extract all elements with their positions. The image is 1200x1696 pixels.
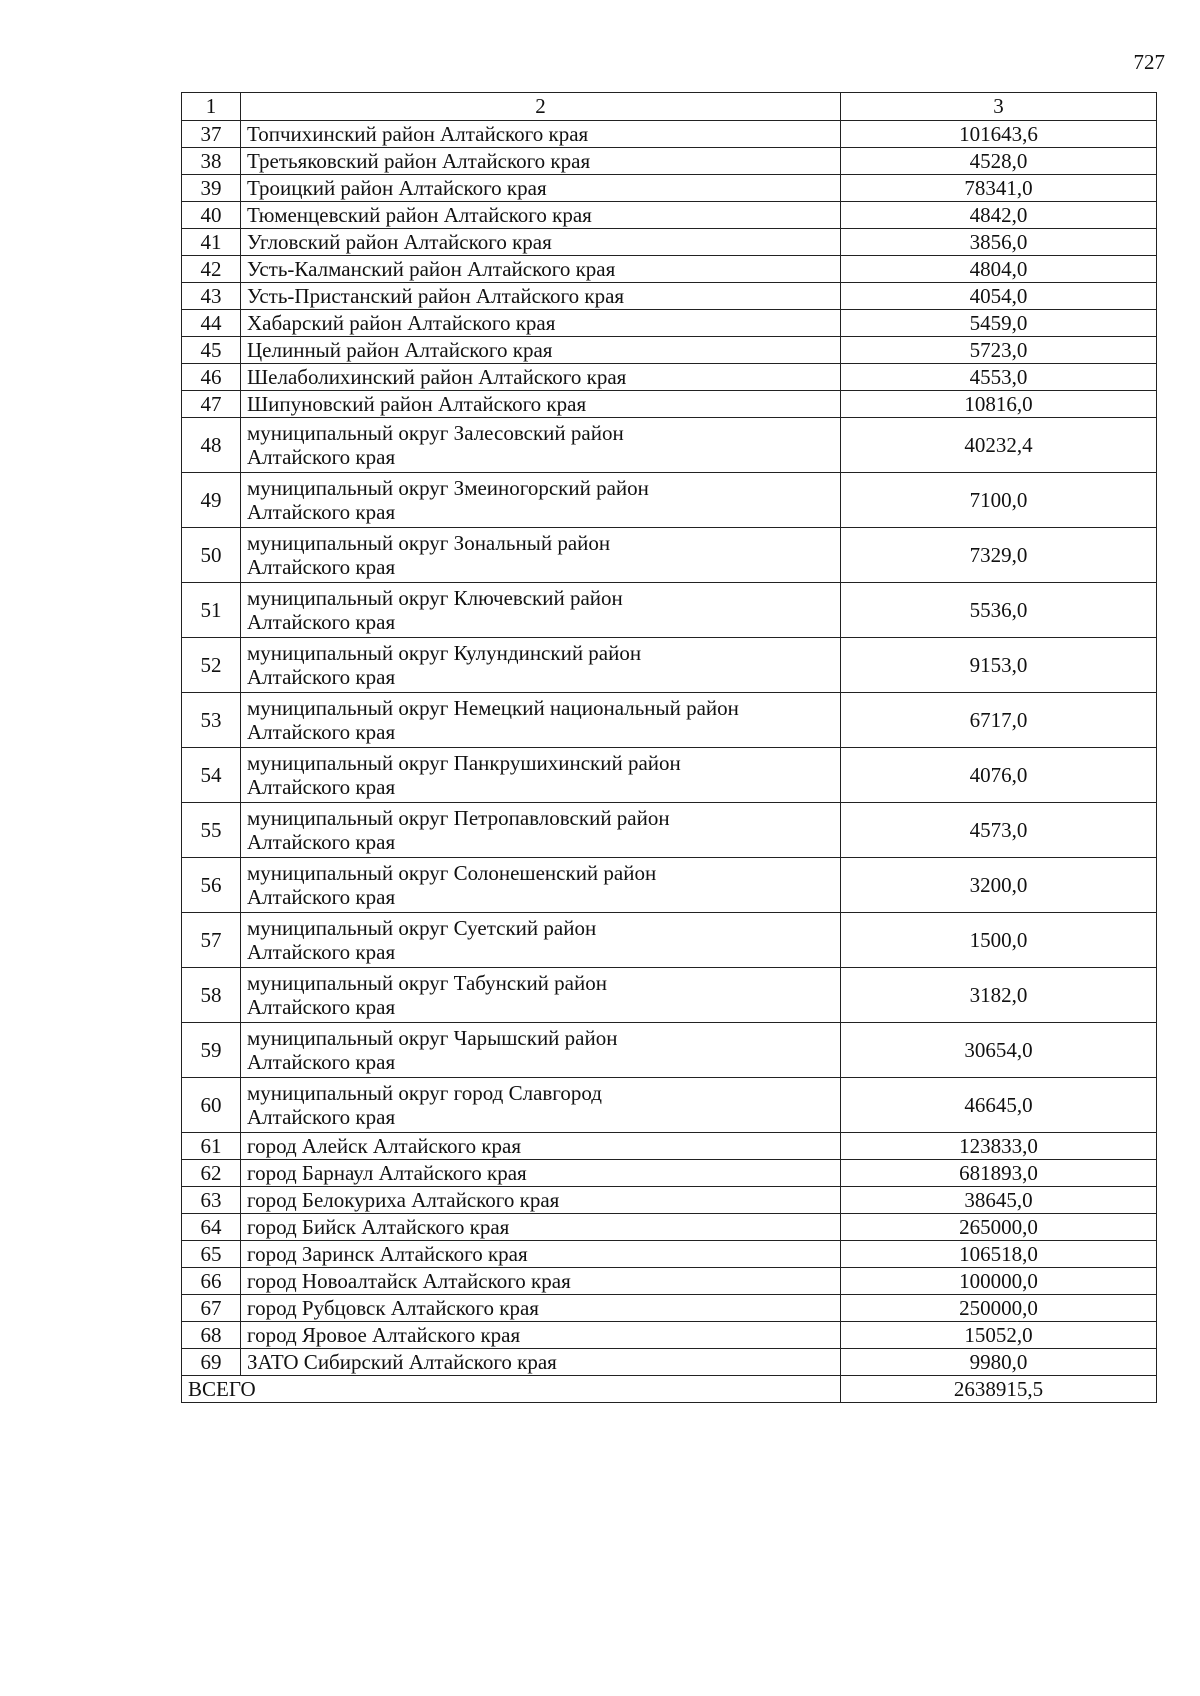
column-header-number: 1	[182, 93, 241, 121]
allocation-table	[181, 92, 1157, 1403]
municipality-name: город Алейск Алтайского края	[241, 1133, 841, 1160]
allocation-value: 38645,0	[841, 1187, 1157, 1214]
municipality-name-line1: муниципальный округ Панкрушихинский район	[247, 750, 681, 775]
column-header-name: 2	[241, 93, 841, 121]
row-number: 40	[182, 202, 241, 229]
row-number: 45	[182, 337, 241, 364]
table-row	[182, 858, 1157, 913]
allocation-value: 3200,0	[841, 858, 1157, 913]
row-number: 67	[182, 1295, 241, 1322]
municipality-name-line2: Алтайского края	[247, 610, 396, 634]
municipality-name: город Заринск Алтайского края	[241, 1241, 841, 1268]
total-label: ВСЕГО	[182, 1376, 841, 1403]
municipality-name-line1: муниципальный округ Солонешенский район	[247, 860, 657, 885]
allocation-value: 4573,0	[841, 803, 1157, 858]
total-row	[182, 1376, 1157, 1403]
allocation-value: 7100,0	[841, 473, 1157, 528]
total-value: 2638915,5	[841, 1376, 1157, 1403]
row-number: 39	[182, 175, 241, 202]
municipality-name: Шипуновский район Алтайского края	[241, 391, 841, 418]
row-number: 42	[182, 256, 241, 283]
municipality-name: город Барнаул Алтайского края	[241, 1160, 841, 1187]
row-number: 46	[182, 364, 241, 391]
row-number: 69	[182, 1349, 241, 1376]
municipality-name-line1: муниципальный округ Ключевский район	[247, 585, 623, 610]
allocation-value: 4842,0	[841, 202, 1157, 229]
row-number: 48	[182, 418, 241, 473]
municipality-name: Троицкий район Алтайского края	[241, 175, 841, 202]
table-row	[182, 175, 1157, 202]
municipality-name	[241, 858, 841, 913]
allocation-value: 4054,0	[841, 283, 1157, 310]
allocation-value: 40232,4	[841, 418, 1157, 473]
municipality-name-line2: Алтайского края	[247, 885, 396, 909]
table-row	[182, 1133, 1157, 1160]
municipality-name	[241, 528, 841, 583]
allocation-value: 4804,0	[841, 256, 1157, 283]
municipality-name: Третьяковский район Алтайского края	[241, 148, 841, 175]
table-row	[182, 913, 1157, 968]
allocation-value: 5536,0	[841, 583, 1157, 638]
municipality-name-line2: Алтайского края	[247, 995, 396, 1019]
municipality-name-line2: Алтайского края	[247, 775, 396, 799]
row-number: 68	[182, 1322, 241, 1349]
table-row	[182, 1023, 1157, 1078]
allocation-value: 681893,0	[841, 1160, 1157, 1187]
allocation-value: 101643,6	[841, 121, 1157, 148]
allocation-value: 5723,0	[841, 337, 1157, 364]
municipality-name	[241, 913, 841, 968]
municipality-name-line2: Алтайского края	[247, 445, 396, 469]
column-header-value: 3	[841, 93, 1157, 121]
municipality-name-line1: муниципальный округ Залесовский район	[247, 420, 624, 445]
row-number: 55	[182, 803, 241, 858]
municipality-name: город Бийск Алтайского края	[241, 1214, 841, 1241]
municipality-name-line1: муниципальный округ Суетский район	[247, 915, 597, 940]
municipality-name-line2: Алтайского края	[247, 940, 396, 964]
row-number: 51	[182, 583, 241, 638]
table-row	[182, 1295, 1157, 1322]
table-row	[182, 1241, 1157, 1268]
municipality-name-line2: Алтайского края	[247, 555, 396, 579]
allocation-value: 5459,0	[841, 310, 1157, 337]
municipality-name	[241, 638, 841, 693]
allocation-value: 4076,0	[841, 748, 1157, 803]
municipality-name: город Яровое Алтайского края	[241, 1322, 841, 1349]
row-number: 38	[182, 148, 241, 175]
table-row	[182, 638, 1157, 693]
table-row	[182, 693, 1157, 748]
municipality-name: ЗАТО Сибирский Алтайского края	[241, 1349, 841, 1376]
row-number: 53	[182, 693, 241, 748]
row-number: 41	[182, 229, 241, 256]
page-number: 727	[1133, 50, 1165, 74]
allocation-value: 9153,0	[841, 638, 1157, 693]
table-row	[182, 1078, 1157, 1133]
row-number: 61	[182, 1133, 241, 1160]
table-row	[182, 418, 1157, 473]
table-row	[182, 1268, 1157, 1295]
table-row	[182, 1349, 1157, 1376]
allocation-value: 46645,0	[841, 1078, 1157, 1133]
allocation-value: 3856,0	[841, 229, 1157, 256]
allocation-value: 100000,0	[841, 1268, 1157, 1295]
allocation-value: 4528,0	[841, 148, 1157, 175]
allocation-value: 3182,0	[841, 968, 1157, 1023]
municipality-name-line2: Алтайского края	[247, 1105, 396, 1129]
allocation-value: 7329,0	[841, 528, 1157, 583]
municipality-name	[241, 693, 841, 748]
table-row	[182, 1214, 1157, 1241]
table-row	[182, 121, 1157, 148]
row-number: 37	[182, 121, 241, 148]
municipality-name-line1: муниципальный округ Кулундинский район	[247, 640, 642, 665]
table-row	[182, 1160, 1157, 1187]
allocation-value: 106518,0	[841, 1241, 1157, 1268]
municipality-name: город Новоалтайск Алтайского края	[241, 1268, 841, 1295]
allocation-value: 265000,0	[841, 1214, 1157, 1241]
table-row	[182, 391, 1157, 418]
allocation-value: 6717,0	[841, 693, 1157, 748]
allocation-value: 4553,0	[841, 364, 1157, 391]
municipality-name-line1: муниципальный округ Змеиногорский район	[247, 475, 649, 500]
municipality-name-line2: Алтайского края	[247, 830, 396, 854]
row-number: 63	[182, 1187, 241, 1214]
municipality-name-line2: Алтайского края	[247, 720, 396, 744]
table-row	[182, 337, 1157, 364]
municipality-name-line1: муниципальный округ город Славгород	[247, 1080, 602, 1105]
table-row	[182, 803, 1157, 858]
municipality-name	[241, 418, 841, 473]
municipality-name: Хабарский район Алтайского края	[241, 310, 841, 337]
table-row	[182, 748, 1157, 803]
municipality-name	[241, 748, 841, 803]
table-row	[182, 1322, 1157, 1349]
municipality-name	[241, 803, 841, 858]
allocation-value: 123833,0	[841, 1133, 1157, 1160]
row-number: 59	[182, 1023, 241, 1078]
municipality-name: Усть-Калманский район Алтайского края	[241, 256, 841, 283]
allocation-value: 1500,0	[841, 913, 1157, 968]
table-row	[182, 310, 1157, 337]
municipality-name: Тюменцевский район Алтайского края	[241, 202, 841, 229]
table-row	[182, 283, 1157, 310]
row-number: 66	[182, 1268, 241, 1295]
municipality-name-line1: муниципальный округ Петропавловский район	[247, 805, 670, 830]
row-number: 43	[182, 283, 241, 310]
municipality-name	[241, 1078, 841, 1133]
row-number: 62	[182, 1160, 241, 1187]
row-number: 47	[182, 391, 241, 418]
row-number: 56	[182, 858, 241, 913]
allocation-value: 250000,0	[841, 1295, 1157, 1322]
municipality-name: Шелаболихинский район Алтайского края	[241, 364, 841, 391]
row-number: 44	[182, 310, 241, 337]
allocation-value: 9980,0	[841, 1349, 1157, 1376]
municipality-name: город Рубцовск Алтайского края	[241, 1295, 841, 1322]
municipality-name-line1: муниципальный округ Табунский район	[247, 970, 607, 995]
municipality-name-line2: Алтайского края	[247, 665, 396, 689]
municipality-name	[241, 1023, 841, 1078]
row-number: 49	[182, 473, 241, 528]
municipality-name-line2: Алтайского края	[247, 500, 396, 524]
table-header-row	[182, 93, 1157, 121]
row-number: 58	[182, 968, 241, 1023]
row-number: 52	[182, 638, 241, 693]
allocation-value: 10816,0	[841, 391, 1157, 418]
allocation-value: 15052,0	[841, 1322, 1157, 1349]
table-row	[182, 364, 1157, 391]
municipality-name-line2: Алтайского края	[247, 1050, 396, 1074]
municipality-name-line1: муниципальный округ Зональный район	[247, 530, 611, 555]
municipality-name: город Белокуриха Алтайского края	[241, 1187, 841, 1214]
row-number: 64	[182, 1214, 241, 1241]
municipality-name	[241, 473, 841, 528]
table-row	[182, 583, 1157, 638]
municipality-name: Целинный район Алтайского края	[241, 337, 841, 364]
allocation-value: 78341,0	[841, 175, 1157, 202]
municipality-name-line1: муниципальный округ Чарышский район	[247, 1025, 618, 1050]
table-row	[182, 229, 1157, 256]
municipality-name: Топчихинский район Алтайского края	[241, 121, 841, 148]
allocation-value: 30654,0	[841, 1023, 1157, 1078]
table-row	[182, 473, 1157, 528]
municipality-name-line1: муниципальный округ Немецкий национальный район	[247, 695, 739, 720]
table-row	[182, 968, 1157, 1023]
row-number: 65	[182, 1241, 241, 1268]
municipality-name	[241, 583, 841, 638]
row-number: 54	[182, 748, 241, 803]
row-number: 50	[182, 528, 241, 583]
row-number: 57	[182, 913, 241, 968]
table-row	[182, 256, 1157, 283]
municipality-name: Угловский район Алтайского края	[241, 229, 841, 256]
row-number: 60	[182, 1078, 241, 1133]
table-row	[182, 1187, 1157, 1214]
table-row	[182, 148, 1157, 175]
municipality-name	[241, 968, 841, 1023]
municipality-name: Усть-Пристанский район Алтайского края	[241, 283, 841, 310]
table-row	[182, 202, 1157, 229]
table-row	[182, 528, 1157, 583]
